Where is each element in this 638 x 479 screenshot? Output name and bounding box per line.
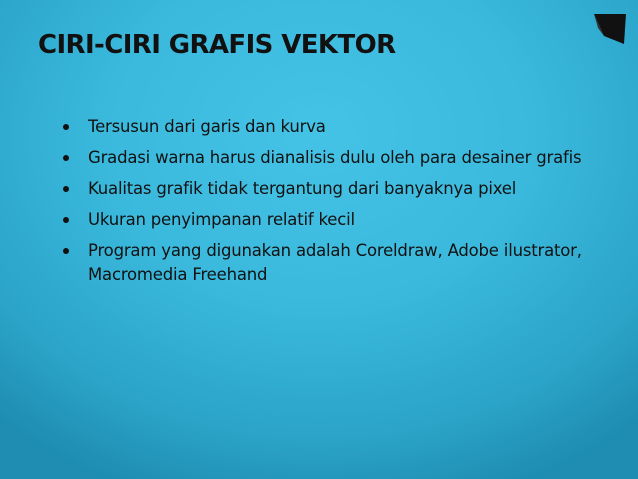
bullet-item (62, 177, 622, 201)
bullet-item (62, 115, 622, 139)
bullet-text: Program yang digunakan adalah Coreldraw, Adobe ilustrator, Macromedia Freehand (88, 241, 582, 284)
bullet-text: Ukuran penyimpanan relatif kecil (88, 210, 355, 229)
bullet-text: Tersusun dari garis dan kurva (88, 117, 326, 136)
folded-corner-icon (594, 14, 626, 44)
bullet-item (62, 239, 622, 287)
bullet-dot-icon (63, 155, 69, 161)
bullet-item (62, 146, 622, 170)
bullet-dot-icon (63, 186, 69, 192)
bullet-item (62, 208, 622, 232)
bullet-dot-icon (63, 248, 69, 254)
bullet-list (62, 115, 622, 294)
bullet-dot-icon (63, 124, 69, 130)
bullet-dot-icon (63, 217, 69, 223)
bullet-text: Gradasi warna harus dianalisis dulu oleh para desainer grafis (88, 148, 582, 167)
bullet-text: Kualitas grafik tidak tergantung dari banyaknya pixel (88, 179, 517, 198)
slide-title: CIRI-CIRI GRAFIS VEKTOR (38, 30, 396, 60)
